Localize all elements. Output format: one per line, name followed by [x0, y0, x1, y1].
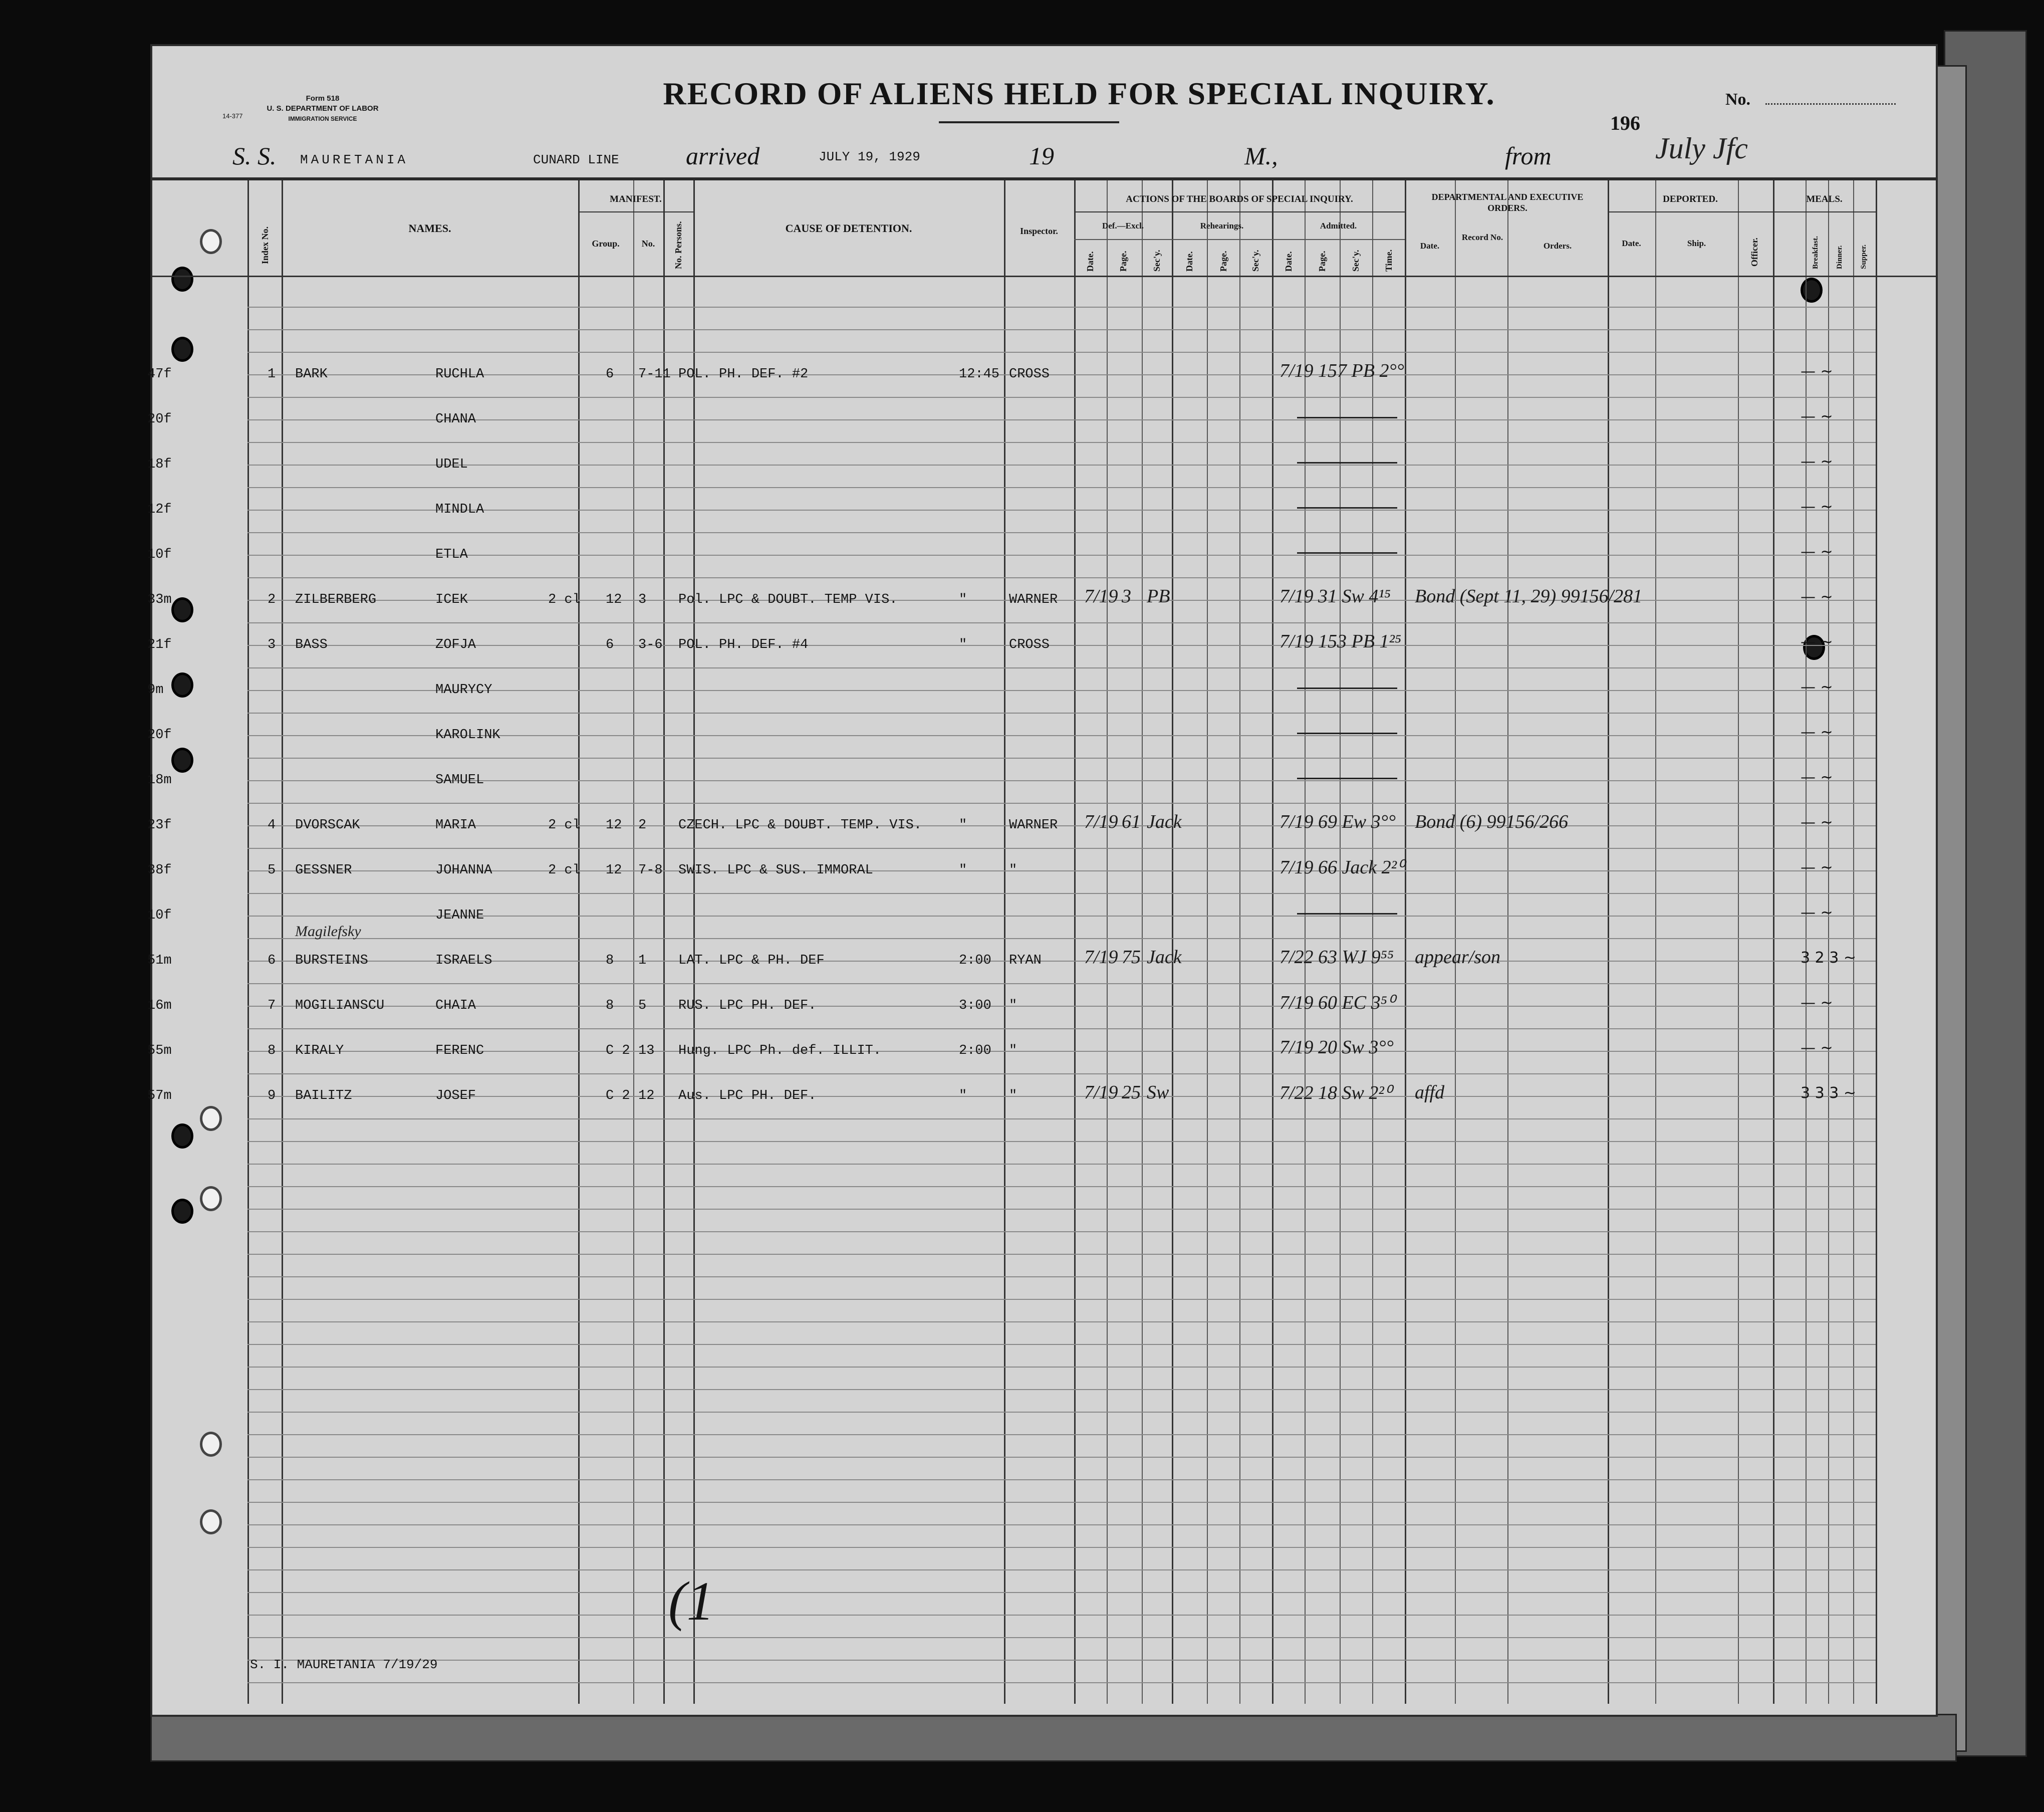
row-age: 16m [147, 998, 172, 1013]
row-class: 2 cl [548, 863, 581, 878]
row-meals: — ~ [1801, 1039, 1833, 1057]
row-age: 51m [147, 953, 172, 968]
row-detention-time: " [959, 592, 967, 607]
header-rehearings: Rehearings. [1200, 221, 1244, 231]
page-title: RECORD OF ALIENS HELD FOR SPECIAL INQUIRY. [663, 76, 1495, 111]
row-age: 23f [147, 818, 172, 833]
ruled-line [247, 1254, 1876, 1255]
form-identification [217, 94, 428, 124]
row-inspector: " [1009, 1043, 1017, 1058]
header-def-page: Page. [1118, 251, 1128, 272]
ruled-line [247, 1569, 1876, 1570]
row-age: 18f [147, 457, 172, 472]
row-def-date: 7/19 [1084, 811, 1118, 832]
row-inspector: CROSS [1009, 367, 1050, 382]
title-underline [939, 121, 1119, 123]
ruled-line [247, 1344, 1876, 1345]
row-cause: POL. PH. DEF. #2 [678, 367, 809, 382]
row-admitted: 7/22 18 Sw 2²⁰ [1280, 1082, 1392, 1103]
form-number: Form 518 [306, 94, 340, 103]
row-inspector: RYAN [1009, 953, 1042, 968]
header-orders: Orders. [1543, 241, 1572, 251]
ruled-line [247, 1209, 1876, 1210]
binder-hole [200, 229, 222, 254]
row-meals: — ~ [1801, 543, 1833, 561]
row-given-name: ETLA [435, 547, 468, 562]
form-code: 14-377 [222, 112, 243, 120]
row-index: 1 [268, 367, 276, 382]
row-cause: LAT. LPC & PH. DEF [678, 953, 825, 968]
row-inspector: " [1009, 1088, 1017, 1103]
row-given-name: ISRAELS [435, 953, 492, 968]
row-given-name: ICEK [435, 592, 468, 607]
ruled-line [247, 329, 1876, 330]
ditto-dash [1297, 462, 1397, 464]
row-manifest-group: C 2 [606, 1043, 630, 1058]
ruled-line [247, 1412, 1876, 1413]
row-meals: — ~ [1801, 994, 1833, 1012]
row-age: 57m [147, 1088, 172, 1103]
row-def-page: 75 [1122, 947, 1141, 968]
row-inspector: " [1009, 863, 1017, 878]
header-group-line [1773, 211, 1876, 212]
binder-hole [1801, 278, 1823, 303]
row-orders: affd [1415, 1082, 1445, 1103]
name-correction: Magilefsky [295, 923, 361, 940]
header-admitted: Admitted. [1320, 221, 1357, 231]
arrival-date: JULY 19, 1929 [819, 149, 920, 164]
m-label: M., [1244, 142, 1278, 170]
row-meals: — ~ [1801, 363, 1833, 380]
row-admitted: 7/19 66 Jack 2²⁰ [1280, 857, 1405, 878]
row-cause: Pol. LPC & DOUBT. TEMP VIS. [678, 592, 898, 607]
row-manifest-group: 6 [606, 367, 614, 382]
row-given-name: MARIA [435, 818, 476, 833]
table-row [147, 498, 1936, 547]
ruled-line [247, 1592, 1876, 1593]
ruled-line [247, 1389, 1876, 1390]
table-row [147, 453, 1936, 502]
table-row [147, 769, 1936, 818]
row-def-secy: Jack [1147, 947, 1182, 968]
header-dept-orders: DEPARTMENTAL AND EXECUTIVE ORDERS. [1431, 192, 1584, 213]
header-inspector: Inspector. [1020, 226, 1058, 236]
binder-hole [200, 1509, 222, 1534]
binder-hole [171, 1199, 193, 1224]
row-manifest-no: 1 [638, 953, 647, 968]
row-meals: — ~ [1801, 633, 1833, 651]
row-class: 2 cl [548, 818, 581, 833]
table-row [147, 992, 1936, 1043]
header-rule [152, 177, 1936, 180]
row-manifest-group: 12 [606, 592, 622, 607]
row-given-name: FERENC [435, 1043, 484, 1058]
form-department: U. S. DEPARTMENT OF LABOR [267, 104, 379, 113]
row-age: 47f [147, 367, 172, 382]
table-row [147, 947, 1936, 998]
ditto-dash [1297, 507, 1397, 509]
row-meals: — ~ [1801, 678, 1833, 696]
binder-hole [200, 1432, 222, 1457]
binder-hole [171, 267, 193, 292]
row-meals: — ~ [1801, 859, 1833, 876]
header-names: NAMES. [408, 222, 451, 235]
row-surname: GESSNER [295, 863, 352, 878]
header-breakfast: Breakfast. [1812, 236, 1820, 269]
record-number-label: No. [1725, 90, 1751, 109]
from-label: from [1505, 142, 1552, 170]
row-age: 33m [147, 592, 172, 607]
row-surname: BARK [295, 367, 328, 382]
row-given-name: JOHANNA [435, 863, 492, 878]
row-age: 9m [147, 683, 164, 698]
header-adm-secy: Sec'y. [1351, 250, 1361, 272]
table-row [147, 408, 1936, 457]
row-meals: — ~ [1801, 453, 1833, 471]
row-index: 2 [268, 592, 276, 607]
ruled-line [247, 1682, 1876, 1683]
row-admitted: 7/22 63 WJ 9⁵⁵ [1280, 947, 1394, 968]
row-detention-time: 12:45 [959, 367, 1000, 382]
row-meals: — ~ [1801, 814, 1833, 831]
row-detention-time: " [959, 863, 967, 878]
table-row [147, 543, 1936, 592]
header-def-excl: Def.—Excl. [1102, 221, 1144, 231]
row-inspector: CROSS [1009, 637, 1050, 652]
row-def-page: 3 [1122, 586, 1131, 607]
row-detention-time: 2:00 [959, 953, 991, 968]
row-given-name: CHANA [435, 412, 476, 427]
ship-line [152, 132, 1936, 176]
row-manifest-no: 12 [638, 1088, 655, 1103]
row-meals: — ~ [1801, 588, 1833, 606]
row-manifest-group: C 2 [606, 1088, 630, 1103]
row-meals: — ~ [1801, 724, 1833, 741]
row-manifest-group: 12 [606, 818, 622, 833]
header-adm-page: Page. [1317, 251, 1327, 272]
header-reh-secy: Sec'y. [1250, 250, 1260, 272]
row-index: 9 [268, 1088, 276, 1103]
row-age: 10f [147, 547, 172, 562]
row-age: 38f [147, 863, 172, 878]
ditto-dash [1297, 778, 1397, 779]
row-manifest-no: 3 [638, 592, 647, 607]
row-def-date: 7/19 [1084, 1082, 1118, 1103]
row-index: 6 [268, 953, 276, 968]
ruled-line [247, 1164, 1876, 1165]
header-index-no: Index No. [260, 226, 270, 264]
record-page [147, 44, 1938, 1717]
row-inspector: WARNER [1009, 818, 1058, 833]
header-adm-date: Date. [1284, 251, 1294, 272]
ditto-dash [1297, 913, 1397, 915]
row-cause: Aus. LPC PH. DEF. [678, 1088, 817, 1103]
row-orders: Bond (Sept 11, 29) 99156/281 [1415, 586, 1643, 607]
row-given-name: JOSEF [435, 1088, 476, 1103]
row-index: 3 [268, 637, 276, 652]
row-def-secy: PB [1147, 586, 1170, 607]
row-admitted: 7/19 153 PB 1²⁵ [1280, 631, 1402, 652]
row-def-date: 7/19 [1084, 947, 1118, 968]
row-surname: BURSTEINS [295, 953, 368, 968]
header-deported-date: Date. [1622, 239, 1641, 248]
ship-name: MAURETANIA [300, 152, 409, 167]
row-manifest-no: 7-8 [638, 863, 663, 878]
row-detention-time: " [959, 1088, 967, 1103]
ruled-line [247, 1479, 1876, 1480]
header-group-line [578, 211, 693, 212]
row-admitted: 7/19 20 Sw 3°° [1280, 1037, 1394, 1058]
row-cause: RUS. LPC PH. DEF. [678, 998, 817, 1013]
ruled-line [247, 1502, 1876, 1503]
table-row [147, 724, 1936, 773]
header-def-date: Date. [1085, 251, 1095, 272]
row-cause: SWIS. LPC & SUS. IMMORAL [678, 863, 873, 878]
row-given-name: MAURYCY [435, 683, 492, 698]
binder-hole [171, 337, 193, 362]
header-deported-ship: Ship. [1687, 239, 1706, 248]
back-sheet-3 [150, 1714, 1957, 1762]
row-admitted: 7/19 69 Ew 3°° [1280, 811, 1396, 832]
table-row [147, 360, 1936, 412]
form-service: IMMIGRATION SERVICE [288, 115, 357, 122]
header-supper: Supper. [1860, 244, 1868, 269]
page-number: 196 [1610, 112, 1640, 134]
arrived-label: arrived [686, 142, 760, 170]
header-adm-time: Time. [1384, 249, 1394, 272]
row-manifest-no: 3-6 [638, 637, 663, 652]
year-prefix: 19 [1029, 142, 1054, 170]
row-surname: BASS [295, 637, 328, 652]
row-surname: ZILBERBERG [295, 592, 377, 607]
binder-hole [200, 1186, 222, 1211]
table-row [147, 811, 1936, 863]
row-index: 7 [268, 998, 276, 1013]
row-detention-time: 2:00 [959, 1043, 991, 1058]
row-surname: BAILITZ [295, 1088, 352, 1103]
ruled-line [247, 1299, 1876, 1300]
ditto-dash [1297, 417, 1397, 418]
row-age: 20f [147, 728, 172, 743]
header-group-line [1074, 239, 1405, 240]
row-age: 55m [147, 1043, 172, 1058]
ruled-line [247, 1186, 1876, 1187]
row-orders: appear/son [1415, 947, 1500, 968]
header-manifest-no: No. [641, 239, 655, 249]
row-given-name: SAMUEL [435, 773, 484, 788]
row-meals: — ~ [1801, 408, 1833, 425]
header-dept-date: Date. [1420, 241, 1440, 251]
row-given-name: RUCHLA [435, 367, 484, 382]
ruled-line [247, 1637, 1876, 1638]
row-index: 8 [268, 1043, 276, 1058]
row-surname: DVORSCAK [295, 818, 360, 833]
row-meals: — ~ [1801, 498, 1833, 516]
row-def-date: 7/19 [1084, 586, 1118, 607]
row-def-page: 61 [1122, 811, 1141, 832]
row-age: 10f [147, 908, 172, 923]
ruled-line [247, 1321, 1876, 1322]
row-given-name: CHAIA [435, 998, 476, 1013]
row-surname: MOGILIANSCU [295, 998, 385, 1013]
from-handwritten: July Jfc [1655, 132, 1748, 165]
ruled-line [247, 352, 1876, 353]
row-meals: — ~ [1801, 904, 1833, 922]
row-meals: 3 3 3 ~ [1801, 1084, 1857, 1102]
header-cause: CAUSE OF DETENTION. [785, 222, 912, 235]
row-surname: KIRALY [295, 1043, 344, 1058]
ruled-line [247, 1615, 1876, 1616]
ditto-dash [1297, 552, 1397, 554]
row-manifest-no: 5 [638, 998, 647, 1013]
row-cause: CZECH. LPC & DOUBT. TEMP. VIS. [678, 818, 922, 833]
row-manifest-group: 6 [606, 637, 614, 652]
row-inspector: WARNER [1009, 592, 1058, 607]
header-record-no: Record No. [1461, 233, 1503, 242]
row-def-page: 25 [1122, 1082, 1141, 1103]
table-row [147, 586, 1936, 637]
header-def-secy: Sec'y. [1152, 250, 1162, 272]
row-meals: 3 2 3 ~ [1801, 949, 1857, 967]
row-age: 12f [147, 502, 172, 517]
header-no-persons: No. Persons. [673, 221, 683, 269]
row-orders: Bond (6) 99156/266 [1415, 811, 1569, 832]
table-row [147, 1037, 1936, 1088]
table-row [147, 631, 1936, 683]
header-group-line [1608, 211, 1773, 212]
table-row [147, 904, 1936, 953]
row-class: 2 cl [548, 592, 581, 607]
row-given-name: JEANNE [435, 908, 484, 923]
ruled-line [247, 1547, 1876, 1548]
record-number-line [1765, 103, 1896, 105]
ditto-dash [1297, 733, 1397, 734]
header-group: Group. [592, 239, 620, 249]
ruled-line [247, 1141, 1876, 1142]
row-admitted: 7/19 60 EC 3⁵⁰ [1280, 992, 1395, 1013]
row-manifest-group: 12 [606, 863, 622, 878]
table-row [147, 857, 1936, 908]
row-meals: — ~ [1801, 769, 1833, 786]
row-detention-time: 3:00 [959, 998, 991, 1013]
header-group-line [1074, 211, 1405, 212]
row-age: 20f [147, 412, 172, 427]
row-age: 18m [147, 773, 172, 788]
row-manifest-group: 8 [606, 953, 614, 968]
ruled-line [247, 1524, 1876, 1525]
row-cause: POL. PH. DEF. #4 [678, 637, 809, 652]
header-manifest: MANIFEST. [610, 194, 662, 204]
row-given-name: MINDLA [435, 502, 484, 517]
header-meals: MEALS. [1806, 194, 1843, 204]
row-age: 21f [147, 637, 172, 652]
table-row [147, 678, 1936, 728]
header-bsi: ACTIONS OF THE BOARDS OF SPECIAL INQUIRY. [1126, 194, 1353, 204]
header-dinner: Dinner. [1836, 245, 1844, 269]
ruled-line [247, 1457, 1876, 1458]
row-index: 4 [268, 818, 276, 833]
ship-line-company: CUNARD LINE [533, 152, 619, 167]
header-reh-date: Date. [1184, 251, 1194, 272]
row-admitted: 7/19 31 Sw 4¹⁵ [1280, 586, 1391, 607]
row-detention-time: " [959, 637, 967, 652]
row-def-secy: Sw [1147, 1082, 1169, 1103]
ruled-line [247, 1367, 1876, 1368]
ruled-line [247, 1231, 1876, 1232]
row-def-secy: Jack [1147, 811, 1182, 832]
ruled-line [247, 307, 1876, 308]
ditto-dash [1297, 688, 1397, 689]
header-bottom-line [152, 276, 1936, 277]
row-inspector: " [1009, 998, 1017, 1013]
row-index: 5 [268, 863, 276, 878]
row-manifest-no: 7-11 [638, 367, 671, 382]
row-admitted: 7/19 157 PB 2°° [1280, 360, 1404, 381]
row-manifest-no: 13 [638, 1043, 655, 1058]
ruled-line [247, 1276, 1876, 1277]
table-row [147, 1082, 1936, 1134]
header-officer: Officer. [1749, 238, 1759, 267]
footer-stamp: S. I. MAURETANIA 7/19/29 [250, 1657, 438, 1672]
row-detention-time: " [959, 818, 967, 833]
row-given-name: KAROLINK [435, 728, 500, 743]
margin-mark: (1 [668, 1570, 714, 1632]
header-reh-page: Page. [1218, 251, 1228, 272]
ship-prefix: S. S. [232, 142, 277, 170]
header-deported: DEPORTED. [1663, 194, 1718, 204]
row-given-name: ZOFJA [435, 637, 476, 652]
row-given-name: UDEL [435, 457, 468, 472]
ruled-line [247, 1434, 1876, 1435]
row-cause: Hung. LPC Ph. def. ILLIT. [678, 1043, 882, 1058]
row-manifest-no: 2 [638, 818, 647, 833]
row-manifest-group: 8 [606, 998, 614, 1013]
ruled-line [247, 1660, 1876, 1661]
